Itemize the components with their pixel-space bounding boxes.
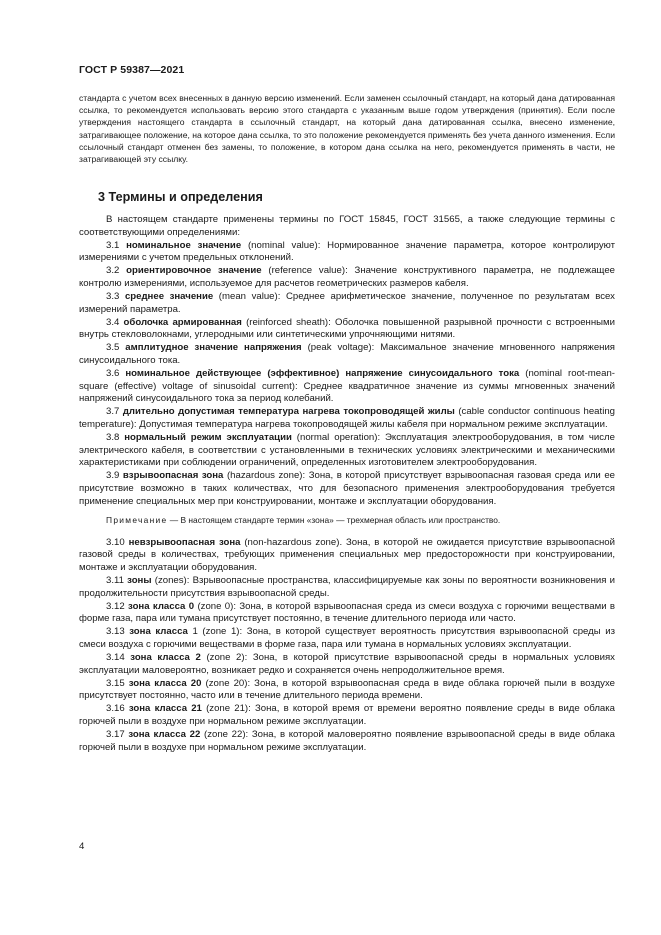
term-definition bbox=[79, 240, 615, 265]
term-english: (zone 21) bbox=[206, 703, 249, 715]
term-name: зоны bbox=[127, 575, 152, 587]
note bbox=[79, 514, 615, 527]
lead-paragraph: В настоящем стандарте применены термины по ГОСТ 15845, ГОСТ 31565, а также следующие термины с соответствующими определениями: bbox=[79, 214, 615, 238]
document-header: ГОСТ Р 59387—2021 bbox=[79, 64, 185, 76]
note-text: — В настоящем стандарте термин «зона» — трехмерная область или пространство. bbox=[167, 515, 501, 526]
terms-list-b bbox=[79, 537, 615, 755]
term-english: (reinforced sheath) bbox=[246, 316, 329, 328]
term-number: 3.6 bbox=[106, 368, 120, 380]
term-english: (non-hazardous zone) bbox=[244, 536, 340, 548]
term-name: номинальное действующее (эффективное) напряжение синусоидального тока bbox=[125, 368, 520, 380]
term-number: 3.10 bbox=[106, 536, 125, 548]
term-definition bbox=[79, 601, 615, 626]
term-number: 3.12 bbox=[106, 600, 125, 612]
page-number: 4 bbox=[79, 841, 85, 852]
term-text: : Взрывоопасные пространства, классифицируемые как зоны по вероятности возникновения и продолжительности присутствия взрывоопасной среды. bbox=[79, 575, 616, 599]
term-number: 3.14 bbox=[106, 652, 125, 664]
term-name: зона класса 0 bbox=[128, 600, 195, 612]
term-name: зона класса 22 bbox=[128, 729, 201, 741]
term-name: зона класса bbox=[129, 626, 188, 638]
term-english: (nominal root-mean-square (effective) voltage of sinusoidal current) bbox=[79, 368, 615, 392]
term-name: нормальный режим эксплуатации bbox=[124, 432, 292, 444]
term-english: (hazardous zone) bbox=[226, 470, 303, 482]
term-definition bbox=[79, 406, 615, 431]
term-number: 3.1 bbox=[106, 239, 120, 251]
term-definition bbox=[79, 537, 615, 575]
term-definition bbox=[79, 626, 615, 651]
term-definition bbox=[79, 575, 615, 600]
term-text: : Среднее квадратичное значение из суммы мгновенных значений напряжений синусоидального тока за период колебаний. bbox=[79, 380, 615, 405]
term-text: : Зона, в которой взрывоопасная среда из смеси воздуха с горючими веществами в форме газа, пара или тумана присутствует постоянно, в течение длительного периода или часто. bbox=[79, 600, 615, 625]
term-english: (nominal value) bbox=[247, 239, 318, 251]
term-text: : Эксплуатация электрооборудования, в том числе электрического кабеля, в соответствии с установленными в технических условиях электрическими и механическими характеристиками при соблюдении ограничений, определенных изготовителем электрооборудования. bbox=[79, 432, 615, 469]
term-number: 3.9 bbox=[106, 470, 120, 482]
term-english: (zone 0) bbox=[197, 600, 234, 612]
term-english: (mean value) bbox=[218, 291, 278, 303]
term-english: 1 (zone 1) bbox=[192, 626, 240, 638]
term-number: 3.11 bbox=[106, 575, 124, 587]
term-english: (reference value) bbox=[268, 265, 346, 277]
section-title: 3 Термины и определения bbox=[98, 190, 263, 204]
term-text: : Зона, в которой присутствует взрывоопасная газовая среда или ее присутствие возможно в таких количествах, что для безопасного применения электрооборудования требуется применение специальных мер при конструировании, монтаже и эксплуатации оборудования. bbox=[79, 470, 616, 507]
term-name: ориентировочное значение bbox=[126, 265, 262, 277]
terms-list-a bbox=[79, 240, 615, 508]
section-body bbox=[79, 214, 615, 754]
term-text: : Допустимая температура нагрева токопроводящей жилы кабеля при нормальном режиме эксплуатации. bbox=[133, 419, 608, 430]
term-definition bbox=[79, 368, 615, 406]
term-english: (zones) bbox=[154, 575, 187, 587]
term-number: 3.16 bbox=[106, 703, 125, 715]
term-english: (zone 22) bbox=[204, 729, 246, 741]
term-definition bbox=[79, 432, 615, 470]
term-name: зона класса 21 bbox=[128, 703, 202, 715]
term-name: невзрывоопасная зона bbox=[128, 536, 241, 548]
term-text: : Оболочка повышенной разрывной прочности с встроенными внутрь стекловолокнами, углеродными или синтетическими упрочняющими нитями. bbox=[79, 316, 615, 341]
term-name: зона класса 20 bbox=[128, 677, 202, 689]
term-definition bbox=[79, 470, 615, 508]
term-text: : Значение конструктивного параметра, не подлежащее контролю измерениями, используемое для расчетов геометрических размеров кабеля. bbox=[79, 265, 615, 289]
term-name: среднее значение bbox=[124, 291, 214, 303]
term-text: : Максимальное значение мгновенного напряжения синусоидального тока. bbox=[79, 342, 616, 367]
term-name: длительно допустимая температура нагрева токопроводящей жилы bbox=[122, 406, 455, 418]
term-number: 3.5 bbox=[106, 342, 120, 354]
note-label: Примечание bbox=[106, 515, 168, 526]
term-english: (normal operation) bbox=[296, 432, 378, 444]
term-definition bbox=[79, 729, 615, 754]
term-text: : Зона, в которой взрывоопасная среда в виде облака горючей пыли в воздухе присутствует постоянно, часто или в течение длительного периода времени. bbox=[79, 677, 615, 702]
term-text: : Зона, в которой время от времени вероятно появление среды в виде облака горючей пыли в воздухе при нормальном режиме эксплуатации. bbox=[79, 703, 615, 728]
term-number: 3.8 bbox=[106, 432, 120, 444]
term-number: 3.2 bbox=[106, 265, 120, 277]
term-definition bbox=[79, 703, 615, 728]
term-definition bbox=[79, 265, 615, 290]
term-name: номинальное значение bbox=[126, 239, 242, 251]
term-text: : Зона, в которой существует вероятность присутствия взрывоопасной среды из смеси воздуха с горючими веществами в форме газа, пара или тумана в нормальных условиях эксплуатации. bbox=[79, 626, 616, 650]
term-english: (zone 20) bbox=[205, 677, 248, 689]
term-text: : Зона, в которой присутствие взрывоопасной среды в нормальных условиях эксплуатации маловероятно, возникает редко и сохраняется очень непродолжительное время. bbox=[79, 652, 615, 676]
term-name: оболочка армированная bbox=[123, 316, 242, 328]
term-number: 3.7 bbox=[106, 406, 120, 418]
term-definition bbox=[79, 291, 615, 316]
term-definition bbox=[79, 317, 615, 342]
term-number: 3.13 bbox=[106, 626, 125, 638]
term-number: 3.15 bbox=[106, 677, 125, 689]
term-text: . Зона, в которой не ожидается присутствие взрывоопасной газовой среды в количествах, требующих применения специальных мер предосторожности при конструировании, монтаже и эксплуатации оборудования. bbox=[79, 536, 615, 573]
term-english: (cable conductor continuous heating temperature) bbox=[79, 406, 615, 430]
term-name: зона класса 2 bbox=[130, 652, 201, 664]
term-english: (zone 2) bbox=[206, 652, 245, 664]
term-name: взрывоопасная зона bbox=[122, 470, 224, 482]
term-name: амплитудное значение напряжения bbox=[125, 342, 302, 354]
term-english: (peak voltage) bbox=[307, 342, 372, 354]
term-text: : Нормированное значение параметра, которое контролируют измерениями с учетом предельных отклонений. bbox=[79, 239, 616, 264]
intro-paragraph: стандарта с учетом всех внесенных в данную версию изменений. Если заменен ссылочный стандарт, на который дана датированная ссылка, то рекомендуется использовать версию этого стандарта с указанным выше годом утверждения (принятия). Если после утверждения настоящего стандарта в ссылочный стандарт, на который дана датированная ссылка, внесено изменение, затрагивающее положение, на которое дана ссылка, то это положение рекомендуется применять без учета данного изменения. Если ссылочный стандарт отменен без замены, то положение, в котором дана ссылка на него, рекомендуется применять в части, не затрагивающей эту ссылку. bbox=[79, 93, 615, 165]
term-number: 3.4 bbox=[106, 316, 120, 328]
term-text: : Среднее арифметическое значение, полученное по результатам всех измерений параметра. bbox=[79, 291, 615, 315]
term-definition bbox=[79, 678, 615, 703]
term-text: : Зона, в которой маловероятно появление взрывоопасной среды в виде облака горючей пыли в воздухе при нормальном режиме эксплуатации. bbox=[79, 729, 616, 753]
term-definition bbox=[79, 342, 615, 367]
term-definition bbox=[79, 652, 615, 677]
term-number: 3.17 bbox=[106, 729, 125, 741]
term-number: 3.3 bbox=[106, 291, 120, 303]
